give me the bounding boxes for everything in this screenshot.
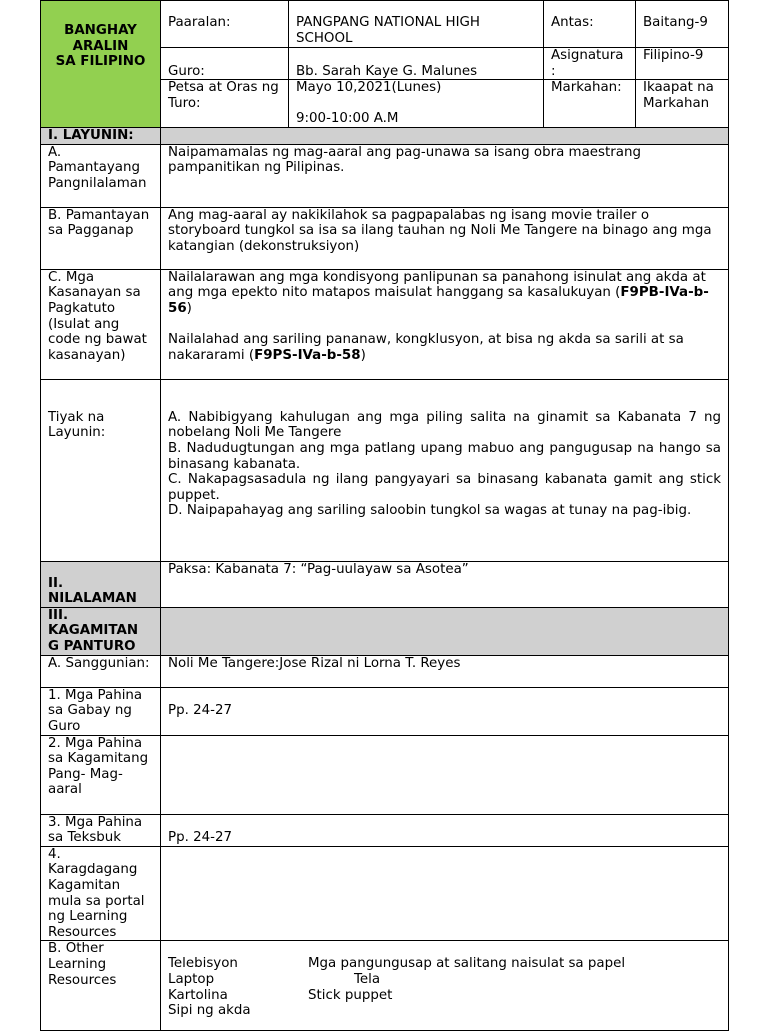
petsa-label: Petsa at Oras ng Turo:: [161, 80, 289, 128]
petsa-date: Mayo 10,2021(Lunes): [296, 80, 442, 96]
guro-label: Guro:: [161, 48, 289, 80]
sanggunian-label: A. Sanggunian:: [41, 655, 161, 687]
markahan-label: Markahan:: [544, 80, 636, 128]
tiyak-layunin-b: B. Nadudugtungan ang mga patlang upang mabuo ang pangugusap na hango sa binasang kabanata.: [168, 440, 721, 472]
paksa-text: Paksa: Kabanata 7: “Pag-uulayaw sa Asotea”: [161, 561, 729, 607]
pamantayang-pangnilalaman-text: Naipamamalas ng mag-aaral ang pag-unawa sa isang obra maestrang pampanitikan ng Pilipinas.: [161, 144, 729, 207]
karagdagang-kagamitan-label: 4. Karagdagang Kagamitan mula sa portal ng Learning Resources: [41, 846, 161, 941]
gabay-guro-label: 1. Mga Pahina sa Gabay ng Guro: [41, 687, 161, 735]
resource-item: Laptop: [168, 971, 215, 987]
asignatura-label: Asignatura :: [544, 48, 636, 80]
layunin-heading-fill: [161, 128, 729, 145]
kasanayan-label: C. Mga Kasanayan sa Pagkatuto (Isulat ang code ng bawat kasanayan): [41, 269, 161, 379]
kagamitan-heading: III. KAGAMITAN G PANTURO: [41, 607, 161, 655]
antas-label: Antas:: [544, 1, 636, 48]
gabay-guro-value: Pp. 24-27: [161, 687, 729, 735]
kagamitan-heading-fill: [161, 607, 729, 655]
asignatura-value: Filipino-9: [636, 48, 729, 80]
tiyak-na-layunin-list: [161, 379, 729, 561]
other-learning-resources-list: [161, 941, 729, 1031]
resource-item: [308, 1003, 721, 1019]
paaralan-value: PANGPANG NATIONAL HIGH SCHOOL: [289, 1, 544, 48]
document-title: BANGHAY ARALIN SA FILIPINO: [41, 1, 161, 128]
resource-item: Tela: [354, 971, 381, 987]
resource-item: Mga pangungusap at salitang naisulat sa papel: [308, 956, 626, 972]
kagamitang-mag-aaral-label: 2. Mga Pahina sa Kagamitang Pang- Mag-aaral: [41, 735, 161, 814]
markahan-value: Ikaapat na Markahan: [636, 80, 729, 128]
tiyak-layunin-c: C. Nakapagsasadula ng ilang pangyayari sa binasang kabanata gamit ang stick puppet.: [168, 472, 721, 503]
resource-item: Kartolina: [168, 987, 228, 1003]
nilalaman-heading: II. NILALAMAN: [41, 561, 161, 607]
petsa-time: 9:00-10:00 A.M: [296, 111, 399, 127]
resource-item: Stick puppet: [308, 987, 393, 1003]
other-learning-resources-label: B. Other Learning Resources: [41, 941, 161, 1031]
resource-item: Sipi ng akda: [168, 1003, 251, 1019]
petsa-value: [289, 80, 544, 128]
guro-value: Bb. Sarah Kaye G. Malunes: [289, 48, 544, 80]
kasanayan-text: Nailalarawan ang mga kondisyong panlipunan sa panahong isinulat ang akda at ang mga epekto nito matapos maisulat hanggang sa kasalukuyan (F9PB-IVa-b-56) Nailalahad ang sariling pananaw, kongklusyon, at bisa ng akda sa sarili at sa nakararami (F9PS-IVa-b-58): [161, 269, 729, 379]
layunin-heading: I. LAYUNIN:: [41, 128, 161, 145]
lesson-plan-table: [40, 0, 729, 1031]
pamantayan-pagganap-label: B. Pamantayan sa Pagganap: [41, 207, 161, 269]
teksbuk-value: Pp. 24-27: [161, 814, 729, 846]
pamantayang-pangnilalaman-label: A. Pamantayang Pangnilalaman: [41, 144, 161, 207]
kagamitang-mag-aaral-value: [161, 735, 729, 814]
tiyak-layunin-a: A. Nabibigyang kahulugan ang mga piling salita na ginamit sa Kabanata 7 ng nobelang Noli Me Tangere: [168, 409, 721, 441]
kasanayan-text-1: Nailalarawan ang mga kondisyong panlipunan sa panahong isinulat ang akda at ang mga epekto nito matapos maisulat hanggang sa kasalukuyan (: [168, 269, 706, 301]
teksbuk-label: 3. Mga Pahina sa Teksbuk: [41, 814, 161, 846]
kasanayan-code-1: F9PB-IVa-b-56: [168, 285, 709, 316]
resource-item: Telebisyon: [168, 956, 238, 972]
karagdagang-kagamitan-value: [161, 846, 729, 941]
tiyak-layunin-d: D. Naipapahayag ang sariling saloobin tungkol sa wagas at tunay na pag-ibig.: [168, 503, 692, 519]
kasanayan-text-2: Nailalahad ang sariling pananaw, kongklusyon, at bisa ng akda sa sarili at sa nakararami (: [168, 332, 684, 363]
sanggunian-value: Noli Me Tangere:Jose Rizal ni Lorna T. Reyes: [161, 655, 729, 687]
antas-value: Baitang-9: [636, 1, 729, 48]
paaralan-label: Paaralan:: [161, 1, 289, 48]
tiyak-na-layunin-label: Tiyak na Layunin:: [41, 379, 161, 561]
kasanayan-code-2: F9PS-IVa-b-58: [254, 347, 361, 363]
pamantayan-pagganap-text: Ang mag-aaral ay nakikilahok sa pagpapalabas ng isang movie trailer o storyboard tungkol sa isa sa ilang tauhan ng Noli Me Tangere na binago ang mga katangian (dekonstruksiyon): [161, 207, 729, 269]
